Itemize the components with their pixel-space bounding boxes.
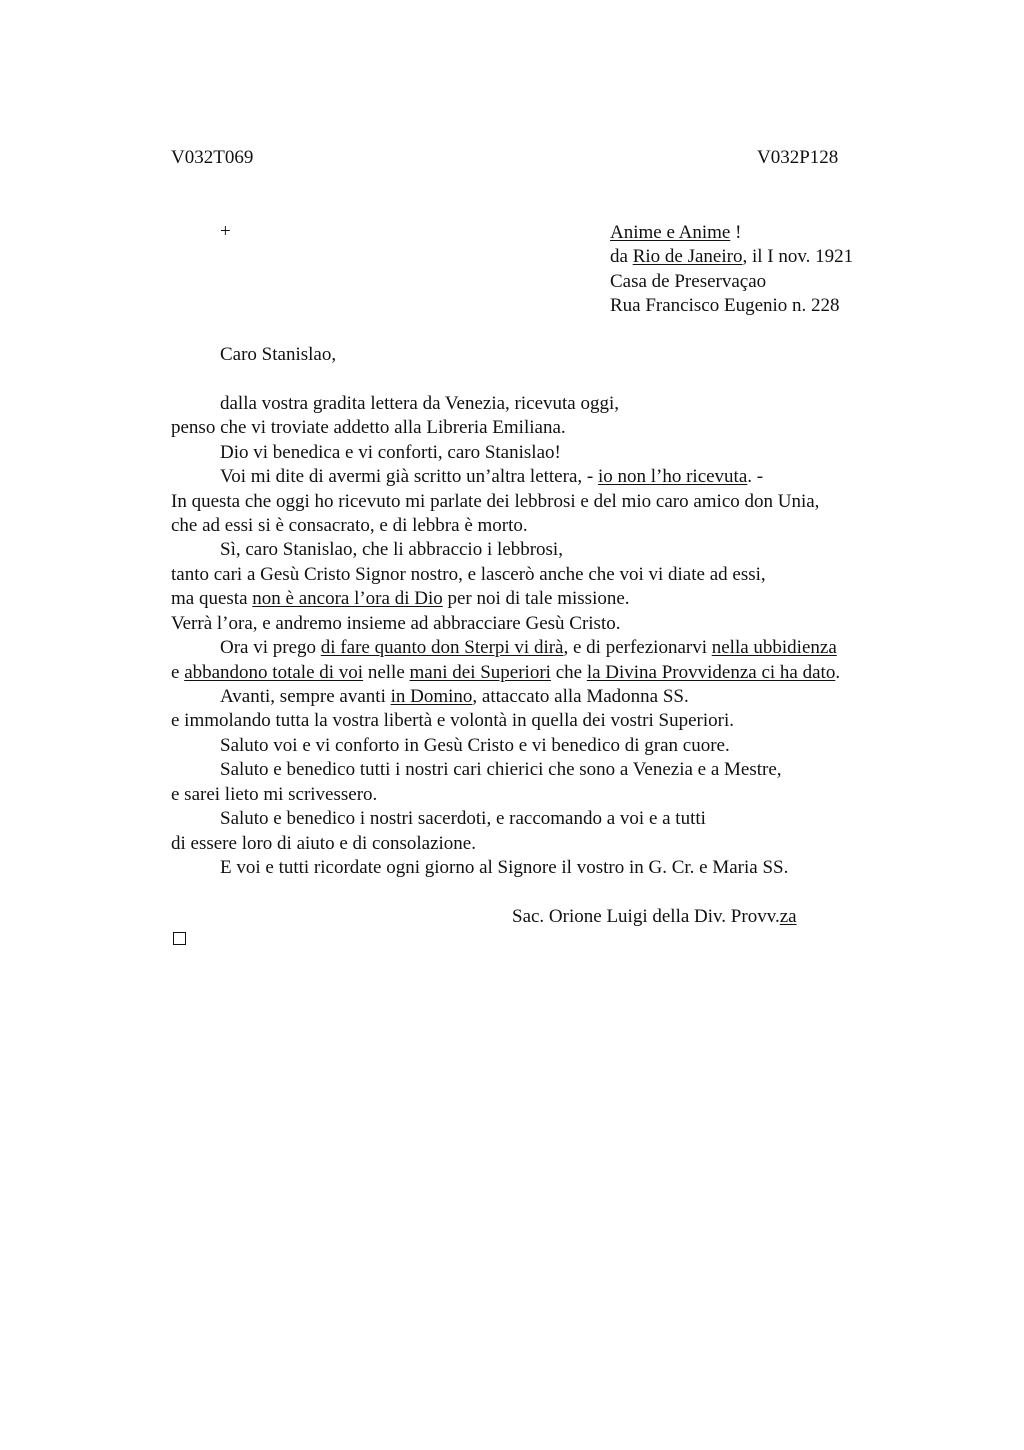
- underlined-phrase: in Domino: [390, 686, 473, 707]
- body-line: E voi e tutti ricordate ogni giorno al Signore il vostro in G. Cr. e Maria SS.: [220, 857, 789, 878]
- text-span: , e di perfezionarvi: [563, 637, 712, 658]
- body-line: [220, 465, 763, 489]
- underlined-phrase: nella ubbidienza: [711, 637, 837, 658]
- letter-date: , il I nov. 1921: [742, 246, 854, 267]
- document-code-left: V032T069: [171, 147, 254, 168]
- body-line: Saluto e benedico i nostri sacerdoti, e raccomando a voi e a tutti: [220, 808, 706, 829]
- cross-mark: +: [220, 221, 231, 242]
- motto-exclamation: !: [730, 222, 742, 243]
- text-span: nelle: [363, 662, 410, 683]
- salutation: Caro Stanislao,: [220, 344, 337, 365]
- body-line: Verrà l’ora, e andremo insieme ad abbracciare Gesù Cristo.: [171, 613, 621, 634]
- underlined-phrase: io non l’ho ricevuta: [597, 466, 748, 487]
- underlined-phrase: mani dei Superiori: [409, 662, 551, 683]
- body-line: [171, 587, 630, 611]
- street-address: Rua Francisco Eugenio n. 228: [610, 295, 840, 316]
- place-name: Rio de Janeiro: [632, 246, 743, 267]
- body-line: [220, 685, 689, 709]
- text-span: Voi mi dite di avermi già scritto un’altra lettera, -: [220, 466, 598, 487]
- body-line: Dio vi benedica e vi conforti, caro Stanislao!: [220, 442, 561, 463]
- body-line: In questa che oggi ho ricevuto mi parlate dei lebbrosi e del mio caro amico don Unia,: [171, 491, 820, 512]
- place-prefix: da: [610, 246, 633, 267]
- text-span: e: [171, 662, 185, 683]
- text-span: che: [550, 662, 587, 683]
- text-span: per noi di tale missione.: [442, 588, 630, 609]
- motto-line: [610, 221, 741, 245]
- signature: [512, 905, 797, 929]
- underlined-phrase: non è ancora l’ora di Dio: [252, 588, 443, 609]
- body-line: [220, 636, 837, 660]
- body-line: di essere loro di aiuto e di consolazione.: [171, 833, 476, 854]
- text-span: , attaccato alla Madonna SS.: [472, 686, 689, 707]
- motto-text: Anime e Anime: [610, 222, 731, 243]
- body-line: Saluto voi e vi conforto in Gesù Cristo e vi benedico di gran cuore.: [220, 735, 730, 756]
- document-code-right: V032P128: [757, 147, 839, 168]
- text-span: . -: [747, 466, 764, 487]
- underlined-phrase: abbandono totale di voi: [184, 662, 364, 683]
- body-line: [171, 661, 840, 685]
- signature-text: Sac. Orione Luigi della Div. Provv.: [512, 906, 780, 927]
- body-line: e immolando tutta la vostra libertà e volontà in quella dei vostri Superiori.: [171, 710, 735, 731]
- text-span: Avanti, sempre avanti: [220, 686, 391, 707]
- body-line: che ad essi si è consacrato, e di lebbra è morto.: [171, 515, 528, 536]
- text-span: Ora vi prego: [220, 637, 321, 658]
- body-line: Saluto e benedico tutti i nostri cari chierici che sono a Venezia e a Mestre,: [220, 759, 782, 780]
- underlined-phrase: di fare quanto don Sterpi vi dirà: [320, 637, 564, 658]
- body-line: tanto cari a Gesù Cristo Signor nostro, e lascerò anche che voi vi diate ad essi,: [171, 564, 766, 585]
- body-line: dalla vostra gradita lettera da Venezia, ricevuta oggi,: [220, 393, 619, 414]
- signature-suffix: za: [779, 906, 797, 927]
- body-line: e sarei lieto mi scrivessero.: [171, 784, 378, 805]
- text-span: .: [835, 662, 841, 683]
- body-line: Sì, caro Stanislao, che li abbraccio i lebbrosi,: [220, 539, 563, 560]
- text-span: ma questa: [171, 588, 253, 609]
- underlined-phrase: la Divina Provvidenza ci ha dato: [586, 662, 836, 683]
- institution-name: Casa de Preservaçao: [610, 271, 767, 292]
- place-date-line: [610, 245, 853, 269]
- end-mark-box-icon: [173, 932, 186, 945]
- body-line: penso che vi troviate addetto alla Libreria Emiliana.: [171, 417, 566, 438]
